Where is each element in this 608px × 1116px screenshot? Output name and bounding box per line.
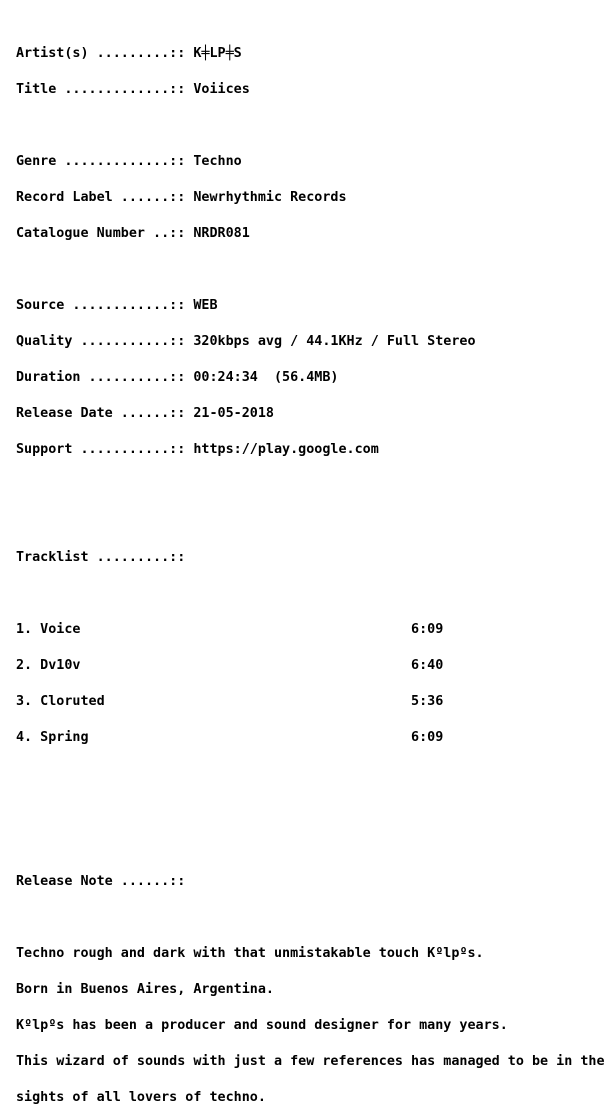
tracklist-heading: Tracklist .........:: — [16, 550, 186, 565]
source-line: Source ............:: WEB — [16, 298, 218, 313]
spacer — [16, 912, 608, 924]
track-row: 1. Voice 6:09 — [16, 622, 444, 637]
genre-line: Genre .............:: Techno — [16, 154, 242, 169]
spacer — [16, 120, 608, 132]
record-label-line: Record Label ......:: Newrhythmic Records — [16, 190, 347, 205]
artist-line: Artist(s) .........:: K╪LP╪S — [16, 46, 242, 61]
release-note-heading: Release Note ......:: — [16, 874, 186, 889]
release-date-line: Release Date ......:: 21-05-2018 — [16, 406, 274, 421]
track-row: 4. Spring 6:09 — [16, 730, 444, 745]
release-note-line: Techno rough and dark with that unmistakable touch Kºlpºs. — [16, 946, 484, 961]
nfo-text-block — [16, 24, 608, 1116]
title-line: Title .............:: Voiices — [16, 82, 250, 97]
release-note-line: sights of all lovers of techno. — [16, 1090, 266, 1105]
spacer — [16, 516, 608, 528]
spacer — [16, 768, 608, 780]
track-row: 3. Cloruted 5:36 — [16, 694, 444, 709]
catalogue-number-line: Catalogue Number ..:: NRDR081 — [16, 226, 250, 241]
spacer — [16, 840, 608, 852]
quality-line: Quality ...........:: 320kbps avg / 44.1KHz / Full Stereo — [16, 334, 476, 349]
support-line: Support ...........:: https://play.google.com — [16, 442, 379, 457]
release-note-line: Born in Buenos Aires, Argentina. — [16, 982, 274, 997]
spacer — [16, 804, 608, 816]
spacer — [16, 480, 608, 492]
release-note-line: Kºlpºs has been a producer and sound designer for many years. — [16, 1018, 508, 1033]
spacer — [16, 264, 608, 276]
release-note-line: This wizard of sounds with just a few references has managed to be in the — [16, 1054, 605, 1069]
track-row: 2. Dv10v 6:40 — [16, 658, 444, 673]
spacer — [16, 588, 608, 600]
duration-line: Duration ..........:: 00:24:34 (56.4MB) — [16, 370, 339, 385]
